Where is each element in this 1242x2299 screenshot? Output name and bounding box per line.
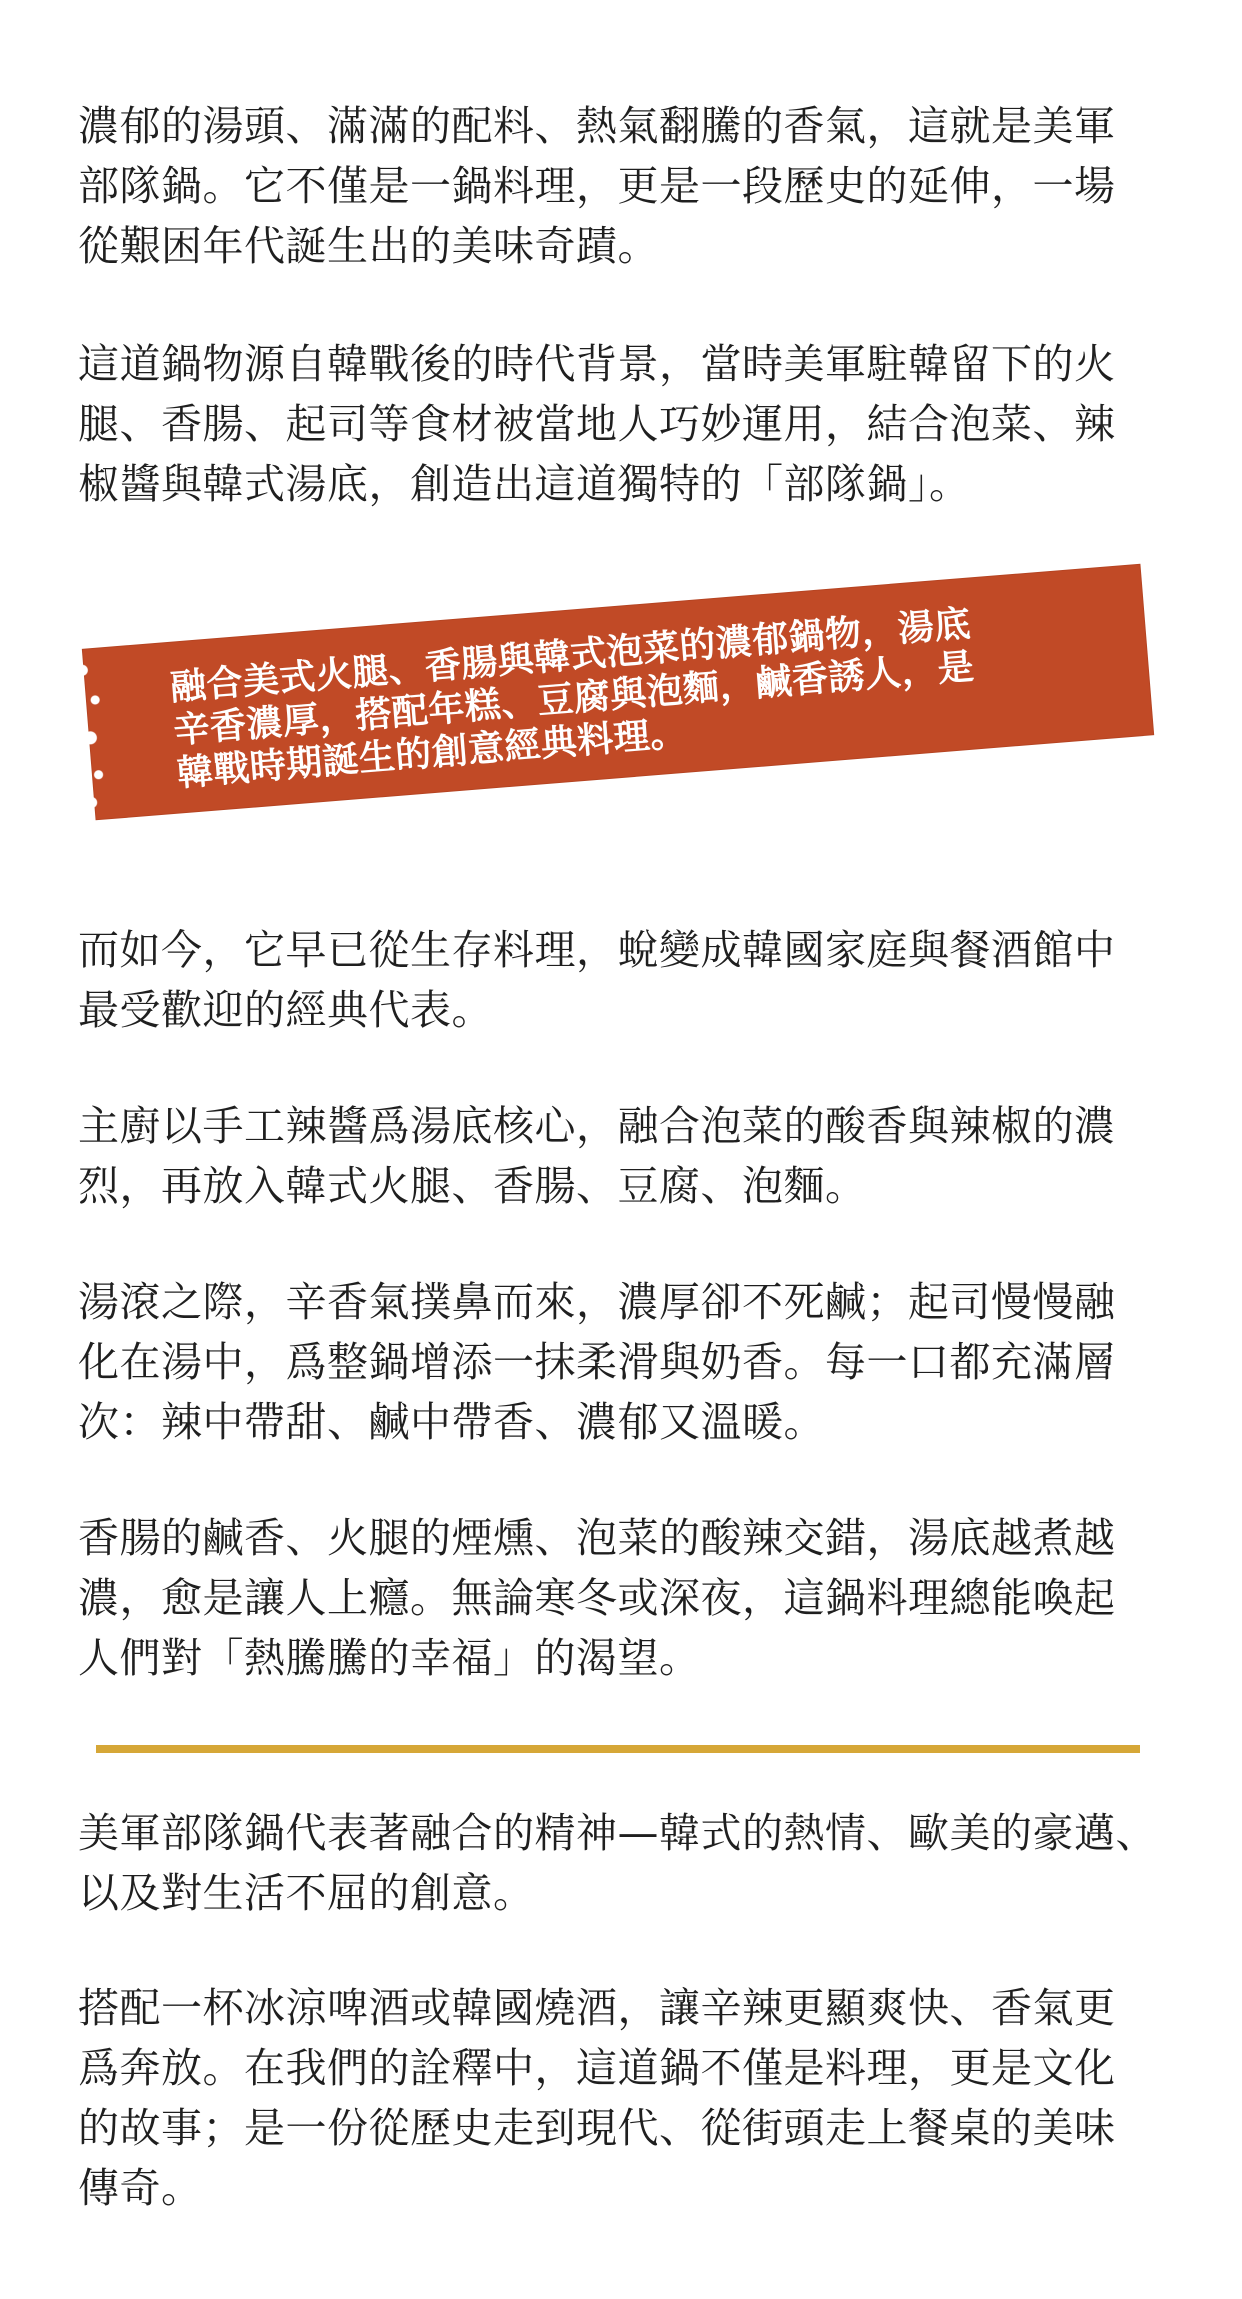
highlight-text: 融合美式火腿、香腸與韓式泡菜的濃郁鍋物，湯底 辛香濃厚，搭配年糕、豆腐與泡麵，鹹香誘人，是 韓戰時期誕生的創意經典料理。	[168, 603, 976, 795]
evolution-paragraph: 而如今，它早已從生存料理，蛻變成韓國家庭與餐酒館中 最受歡迎的經典代表。	[78, 926, 1116, 1034]
history-paragraph: 這道鍋物源自韓戰後的時代背景，當時美軍駐韓留下的火 腿、香腸、起司等食材被當地人巧妙運用，結合泡菜、辣 椒醬與韓式湯底，創造出這道獨特的「部隊鍋」。	[78, 340, 1116, 508]
spirit-paragraph: 美軍部隊鍋代表著融合的精神—韓式的熱情、歐美的豪邁、 以及對生活不屈的創意。	[78, 1809, 1157, 1917]
aroma-paragraph: 香腸的鹹香、火腿的煙燻、泡菜的酸辣交錯，湯底越煮越 濃，愈是讓人上癮。無論寒冬或深夜，這鍋料理總能喚起 人們對「熱騰騰的幸福」的渴望。	[78, 1514, 1116, 1682]
section-divider	[96, 1745, 1140, 1753]
chef-paragraph: 主廚以手工辣醬爲湯底核心，融合泡菜的酸香與辣椒的濃 烈，再放入韓式火腿、香腸、豆腐、泡麵。	[78, 1102, 1116, 1210]
highlight-banner	[83, 565, 1153, 819]
pairing-paragraph: 搭配一杯冰涼啤酒或韓國燒酒，讓辛辣更顯爽快、香氣更 爲奔放。在我們的詮釋中，這道鍋不僅是料理，更是文化 的故事；是一份從歷史走到現代、從街頭走上餐桌的美味 傳奇。	[78, 1984, 1116, 2212]
flavor-paragraph: 湯滾之際，辛香氣撲鼻而來，濃厚卻不死鹹；起司慢慢融 化在湯中，爲整鍋增添一抹柔滑與奶香。每一口都充滿層 次：辣中帶甜、鹹中帶香、濃郁又溫暖。	[78, 1278, 1116, 1446]
banner-torn-edge	[73, 648, 113, 820]
intro-paragraph: 濃郁的湯頭、滿滿的配料、熱氣翻騰的香氣，這就是美軍 部隊鍋。它不僅是一鍋料理，更是一段歷史的延伸，一場 從艱困年代誕生出的美味奇蹟。	[78, 102, 1116, 270]
